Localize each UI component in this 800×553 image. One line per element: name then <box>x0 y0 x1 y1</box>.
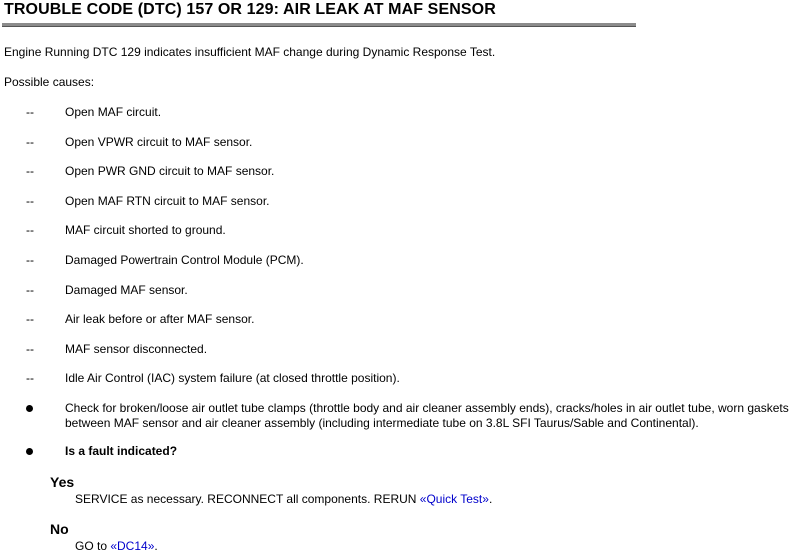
yes-text-end: . <box>488 492 493 506</box>
no-label: No <box>50 521 69 537</box>
no-text: GO to <box>75 539 111 553</box>
list-dash: -- <box>26 371 34 385</box>
list-dash: -- <box>26 164 34 178</box>
fault-question: Is a fault indicated? <box>65 444 178 458</box>
list-dash: -- <box>26 135 34 149</box>
list-item: MAF circuit shorted to ground. <box>65 223 226 237</box>
no-text-end: . <box>154 539 158 553</box>
page-title: TROUBLE CODE (DTC) 157 OR 129: AIR LEAK AT MAF SENSOR <box>4 1 496 18</box>
yes-text: SERVICE as necessary. RECONNECT all components. RERUN <box>75 492 420 506</box>
yes-instruction <box>75 492 492 506</box>
list-item: Damaged MAF sensor. <box>65 283 188 297</box>
list-item: MAF sensor disconnected. <box>65 342 208 356</box>
list-item: Open PWR GND circuit to MAF sensor. <box>65 164 275 178</box>
title-divider <box>2 23 636 27</box>
list-dash: -- <box>26 283 34 297</box>
list-dash: -- <box>26 253 34 267</box>
list-dash: -- <box>26 105 34 119</box>
intro-text: Engine Running DTC 129 indicates insufficient MAF change during Dynamic Response Test. <box>4 45 496 59</box>
list-item: Open MAF circuit. <box>65 105 162 119</box>
list-dash: -- <box>26 194 34 208</box>
list-dash: -- <box>26 342 34 356</box>
yes-label: Yes <box>50 474 75 490</box>
list-item: Air leak before or after MAF sensor. <box>65 312 255 326</box>
dc14-link[interactable]: «DC14» <box>110 539 155 553</box>
quick-test-link[interactable]: «Quick Test» <box>419 492 489 506</box>
check-step-text: Check for broken/loose air outlet tube clamps (throttle body and air cleaner assembly ends), cracks/holes in air outlet tube, worn gaskets between MAF sensor and air cleaner assembly (including intermediate tube on 3.8L SFI Taurus/Sable and Continental). <box>65 401 789 430</box>
causes-heading: Possible causes: <box>4 75 95 89</box>
list-dash: -- <box>26 312 34 326</box>
list-item: Open VPWR circuit to MAF sensor. <box>65 135 253 149</box>
list-item: Idle Air Control (IAC) system failure (at closed throttle position). <box>65 371 400 385</box>
bullet-icon <box>26 448 33 455</box>
list-dash: -- <box>26 223 34 237</box>
list-item: Damaged Powertrain Control Module (PCM). <box>65 253 304 267</box>
list-item: Open MAF RTN circuit to MAF sensor. <box>65 194 270 208</box>
bullet-icon <box>26 405 33 412</box>
